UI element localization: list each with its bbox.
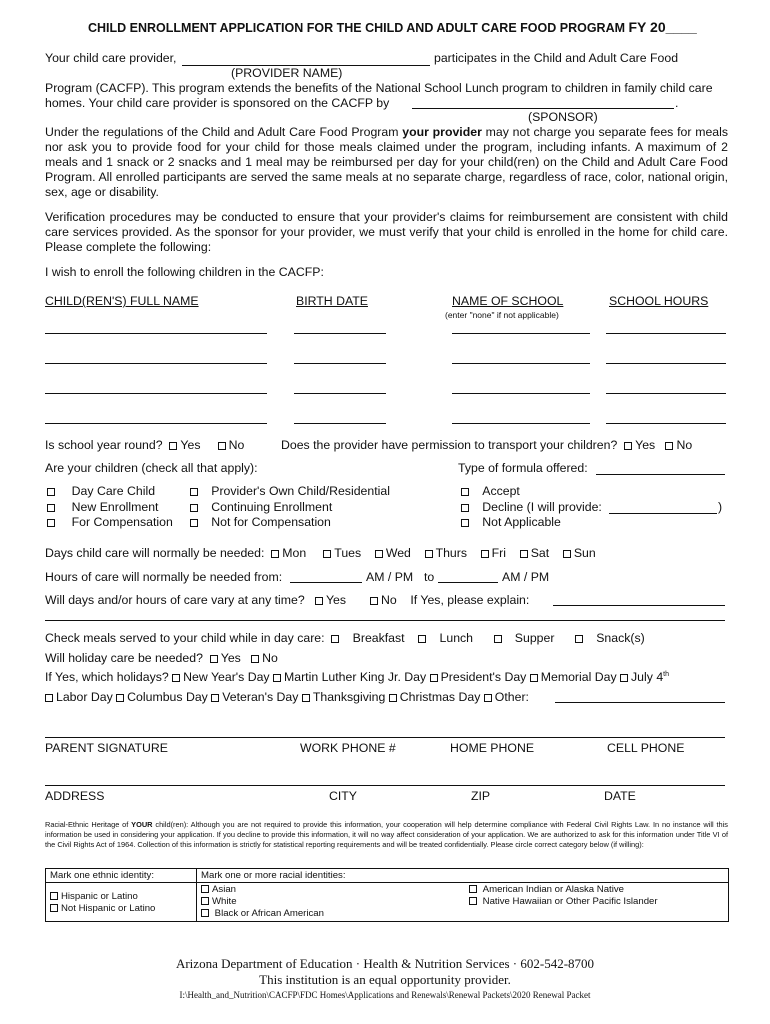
birth-date-field[interactable] xyxy=(294,363,386,364)
checkbox-option xyxy=(190,515,390,531)
continuing-enrollment-checkbox[interactable] xyxy=(190,504,198,512)
formula-decline-checkbox[interactable] xyxy=(461,504,469,512)
child-name-field[interactable] xyxy=(45,363,267,364)
option-label: Not Applicable xyxy=(482,515,561,529)
checkbox-option xyxy=(47,484,173,500)
holiday-which-label: If Yes, which holidays? xyxy=(45,670,169,684)
provider-caption: (PROVIDER NAME) xyxy=(231,66,343,80)
hours-ampm-2: AM / PM xyxy=(502,570,550,584)
label-home-phone: HOME PHONE xyxy=(450,741,535,755)
transport-no-checkbox[interactable] xyxy=(665,442,673,450)
asian-checkbox[interactable] xyxy=(201,885,209,893)
day-label: Thurs xyxy=(435,546,467,560)
vary-row xyxy=(45,593,529,607)
explain-label: If Yes, please explain: xyxy=(410,593,530,607)
school-name-field[interactable] xyxy=(452,363,590,364)
child-name-field[interactable] xyxy=(45,393,267,394)
meal-lunch-checkbox[interactable] xyxy=(418,635,426,643)
white-checkbox[interactable] xyxy=(201,897,209,905)
option-label: Provider's Own Child/Residential xyxy=(211,484,390,498)
label-city: CITY xyxy=(329,789,358,803)
holiday-label: Other: xyxy=(494,690,529,704)
holiday-thanksgiving-checkbox[interactable] xyxy=(302,694,310,702)
holiday-veterans-checkbox[interactable] xyxy=(211,694,219,702)
children-type-col2 xyxy=(190,484,390,531)
transport-question: Does the provider have permission to transport your children? xyxy=(281,438,618,452)
signature-line[interactable] xyxy=(45,737,725,738)
day-fri-checkbox[interactable] xyxy=(481,550,489,558)
day-mon-checkbox[interactable] xyxy=(271,550,279,558)
vary-yes-checkbox[interactable] xyxy=(315,597,323,605)
for-compensation-checkbox[interactable] xyxy=(47,519,55,527)
meals-label: Check meals served to your child while in day care: xyxy=(45,631,325,645)
hispanic-checkbox[interactable] xyxy=(50,892,58,900)
holiday-other-checkbox[interactable] xyxy=(484,694,492,702)
regulations-text-c: may not charge you separate fees for meals nor ask you to provide food for your child for those meals claimed under the program, including infants. A maximum of 2 meals and 1 snack or 2 snacks and 1 meal may be reimbursed per day for your child(ren) on the Child and Adult Care Food Program. All enrolled participants are served the same meals at no separate charge, regardless of race, color, national origin, sex, age or disability. xyxy=(45,125,729,199)
option-label: Asian xyxy=(212,884,236,895)
holiday-label: Martin Luther King Jr. Day xyxy=(284,670,427,684)
option-label: Not Hispanic or Latino xyxy=(61,903,156,914)
ethnicity-table xyxy=(45,868,729,922)
vary-label: Will days and/or hours of care vary at any time? xyxy=(45,593,305,607)
school-hours-field[interactable] xyxy=(606,423,726,424)
holiday-label: Columbus Day xyxy=(127,690,208,704)
day-label: Tues xyxy=(334,546,362,560)
header-birth-date: BIRTH DATE xyxy=(296,294,368,308)
hours-to-label: to xyxy=(424,570,435,584)
vary-explain-field[interactable] xyxy=(553,605,725,606)
footer-agency: Arizona Department of Education · Health & Nutrition Services · 602-542-8700 xyxy=(175,956,595,971)
option-label: Black or African American xyxy=(214,908,324,919)
checkbox-option xyxy=(190,500,390,516)
meal-label: Snack(s) xyxy=(596,631,645,645)
child-name-field[interactable] xyxy=(45,333,267,334)
regulations-paragraph xyxy=(45,125,728,200)
option-label: For Compensation xyxy=(71,515,173,529)
meal-snack-checkbox[interactable] xyxy=(575,635,583,643)
close-paren: ) xyxy=(718,500,723,514)
intro-line-2: Program (CACFP). This program extends the benefits of the National School Lunch program to children in family child care xyxy=(45,81,713,95)
vary-no-checkbox[interactable] xyxy=(370,597,378,605)
form-title-text: CHILD ENROLLMENT APPLICATION FOR THE CHILD AND ADULT CARE FOOD PROGRAM xyxy=(88,21,626,35)
black-checkbox[interactable] xyxy=(201,909,209,917)
option-label: Continuing Enrollment xyxy=(211,499,333,514)
school-hours-field[interactable] xyxy=(606,333,726,334)
american-indian-checkbox[interactable] xyxy=(469,885,477,893)
label-parent-signature: PARENT SIGNATURE xyxy=(45,741,168,755)
not-hispanic-checkbox[interactable] xyxy=(50,904,58,912)
regulations-text-a: Under the regulations of the Child and Adult Care Food Program xyxy=(45,125,403,139)
yes-label: Yes xyxy=(325,593,347,607)
day-sat-checkbox[interactable] xyxy=(520,550,528,558)
holiday-presidents-checkbox[interactable] xyxy=(430,674,438,682)
racial-options-right xyxy=(465,883,729,922)
day-label: Sun xyxy=(573,546,596,560)
sponsor-caption: (SPONSOR) xyxy=(528,110,598,124)
day-thurs-checkbox[interactable] xyxy=(425,550,433,558)
holiday-yes-checkbox[interactable] xyxy=(210,655,218,663)
holiday-row-1 xyxy=(45,670,669,684)
school-name-field[interactable] xyxy=(452,333,590,334)
birth-date-field[interactable] xyxy=(294,423,386,424)
holiday-label: Thanksgiving xyxy=(312,690,386,704)
holiday-labor-checkbox[interactable] xyxy=(45,694,53,702)
fiscal-year: FY 20____ xyxy=(628,19,697,35)
holiday-christmas-checkbox[interactable] xyxy=(389,694,397,702)
holiday-memorial-checkbox[interactable] xyxy=(530,674,538,682)
holiday-columbus-checkbox[interactable] xyxy=(116,694,124,702)
providers-own-checkbox[interactable] xyxy=(190,488,198,496)
verification-paragraph: Verification procedures may be conducted to ensure that your provider's claims for reimbursement are consistent with child care services provided. As the sponsor for your provider, we must verify that your child is enrolled in the home for child care. Please complete the following: xyxy=(45,210,728,254)
holiday-label: Memorial Day xyxy=(540,670,617,684)
birth-date-field[interactable] xyxy=(294,333,386,334)
holiday-july4-checkbox[interactable] xyxy=(620,674,628,682)
school-note: (enter "none" if not applicable) xyxy=(445,310,559,320)
footer-file-path: I:\Health_and_Nutrition\CACFP\FDC Homes\Applications and Renewals\Renewal Packets\2020 Renewal Packet xyxy=(179,990,591,1000)
formula-na-checkbox[interactable] xyxy=(461,519,469,527)
no-label: No xyxy=(380,593,397,607)
meal-breakfast-checkbox[interactable] xyxy=(331,635,339,643)
superscript-th: th xyxy=(663,670,669,678)
option-label: Not for Compensation xyxy=(211,515,331,529)
option-label: Accept xyxy=(482,484,520,498)
period: . xyxy=(675,96,679,110)
holiday-label: New Year's Day xyxy=(183,670,270,684)
label-date: DATE xyxy=(604,789,636,803)
meal-supper-checkbox[interactable] xyxy=(494,635,502,643)
yes-label: Yes xyxy=(220,651,241,665)
formula-options xyxy=(461,484,602,531)
day-tues-checkbox[interactable] xyxy=(323,550,331,558)
school-year-no-checkbox[interactable] xyxy=(218,442,226,450)
label-cell-phone: CELL PHONE xyxy=(607,741,685,755)
footer-equal-opportunity: This institution is an equal opportunity provider. xyxy=(259,972,511,987)
school-year-yes-checkbox[interactable] xyxy=(169,442,177,450)
ethnic-options xyxy=(46,883,197,922)
child-name-field[interactable] xyxy=(45,423,267,424)
checkbox-option xyxy=(47,500,173,516)
no-label: No xyxy=(228,438,245,452)
address-line[interactable] xyxy=(45,785,725,786)
meal-label: Lunch xyxy=(439,631,474,645)
new-enrollment-checkbox[interactable] xyxy=(47,504,55,512)
day-label: Wed xyxy=(385,546,411,560)
days-row xyxy=(45,546,596,560)
heritage-text-c: child(ren): Although you are not required to provide this information, your cooperation will help determine compliance with Federal Civil Rights Law. In no instance will this information be used in considering your application. If you decline to provide this information, it will no way affect consideration of your application. We are authorized to ask for this information under Title VI of the Civil Rights Act of 1964. Collection of this information is strictly for statistical reporting requirements and will be treated confidentially. Please circle correct category below (if willing): xyxy=(45,820,728,849)
intro-text: Your child care provider, xyxy=(45,51,177,65)
holiday-newyear-checkbox[interactable] xyxy=(172,674,180,682)
holiday-other-field[interactable] xyxy=(555,702,725,703)
intro-line-3: homes. Your child care provider is sponsored on the CACFP by xyxy=(45,96,390,110)
label-work-phone: WORK PHONE # xyxy=(300,741,396,755)
option-label: Hispanic or Latino xyxy=(61,891,138,902)
header-school-hours: SCHOOL HOURS xyxy=(609,294,709,308)
holiday-label: Veteran's Day xyxy=(222,690,299,704)
school-hours-field[interactable] xyxy=(606,363,726,364)
option-label: American Indian or Alaska Native xyxy=(482,884,624,895)
formula-question: Type of formula offered: xyxy=(458,461,588,475)
no-label: No xyxy=(676,438,693,452)
formula-decline-field[interactable] xyxy=(609,513,717,514)
holiday-mlk-checkbox[interactable] xyxy=(273,674,281,682)
option-label: White xyxy=(212,896,237,907)
meal-label: Breakfast xyxy=(352,631,405,645)
checkbox-option xyxy=(47,515,173,531)
formula-type-field[interactable] xyxy=(596,474,725,475)
meal-label: Supper xyxy=(514,631,555,645)
checkbox-option xyxy=(461,500,602,516)
hours-ampm-1: AM / PM xyxy=(366,570,414,584)
children-type-col1 xyxy=(47,484,173,531)
vary-explain-field-2[interactable] xyxy=(45,620,725,621)
transport-row xyxy=(281,438,692,452)
checkbox-option xyxy=(461,484,602,500)
option-label: Native Hawaiian or Other Pacific Islander xyxy=(482,896,658,907)
intro-line-1 xyxy=(45,51,176,65)
school-year-row xyxy=(45,438,244,452)
meals-row xyxy=(45,631,645,645)
hours-label: Hours of care will normally be needed from: xyxy=(45,570,283,584)
day-wed-checkbox[interactable] xyxy=(375,550,383,558)
day-sun-checkbox[interactable] xyxy=(563,550,571,558)
form-title xyxy=(88,19,697,35)
day-label: Fri xyxy=(491,546,507,560)
day-label: Sat xyxy=(530,546,550,560)
school-name-field[interactable] xyxy=(452,423,590,424)
ethnic-header: Mark one ethnic identity: xyxy=(46,869,197,883)
not-for-compensation-checkbox[interactable] xyxy=(190,519,198,527)
option-label: New Enrollment xyxy=(71,499,159,514)
heritage-text-a: Racial-Ethnic Heritage of xyxy=(45,820,132,829)
label-zip: ZIP xyxy=(471,789,491,803)
holiday-label: President's Day xyxy=(440,670,527,684)
yes-label: Yes xyxy=(635,438,656,452)
yes-label: Yes xyxy=(180,438,201,452)
checkbox-option xyxy=(190,484,390,500)
label-address: ADDRESS xyxy=(45,789,105,803)
school-hours-field[interactable] xyxy=(606,393,726,394)
header-school-name: NAME OF SCHOOL xyxy=(452,294,564,308)
heritage-paragraph xyxy=(45,820,728,850)
holiday-row-2 xyxy=(45,690,529,704)
heritage-text-bold: YOUR xyxy=(131,820,153,829)
holiday-no-checkbox[interactable] xyxy=(251,655,259,663)
holiday-question-row xyxy=(45,651,278,665)
enroll-statement: I wish to enroll the following children in the CACFP: xyxy=(45,265,324,279)
hours-from-field[interactable] xyxy=(290,582,362,583)
native-hawaiian-checkbox[interactable] xyxy=(469,897,477,905)
children-type-question: Are your children (check all that apply): xyxy=(45,461,258,475)
racial-options-left xyxy=(197,883,466,922)
days-label: Days child care will normally be needed: xyxy=(45,546,265,560)
racial-header: Mark one or more racial identities: xyxy=(197,869,729,883)
option-label: Day Care Child xyxy=(71,484,156,498)
school-name-field[interactable] xyxy=(452,393,590,394)
intro-line-1b: participates in the Child and Adult Care Food xyxy=(434,51,679,65)
no-label: No xyxy=(262,651,278,665)
holiday-question: Will holiday care be needed? xyxy=(45,651,203,665)
regulations-text-bold: your provider xyxy=(402,125,482,139)
checkbox-option xyxy=(461,515,602,531)
option-label: Decline (I will provide: xyxy=(482,499,602,514)
holiday-label: July 4 xyxy=(631,670,664,684)
school-year-question: Is school year round? xyxy=(45,438,163,452)
day-care-checkbox[interactable] xyxy=(47,488,55,496)
formula-accept-checkbox[interactable] xyxy=(461,488,469,496)
hours-to-field[interactable] xyxy=(438,582,498,583)
sponsor-field[interactable] xyxy=(412,108,674,109)
transport-yes-checkbox[interactable] xyxy=(624,442,632,450)
birth-date-field[interactable] xyxy=(294,393,386,394)
holiday-label: Labor Day xyxy=(56,690,113,704)
holiday-label: Christmas Day xyxy=(399,690,481,704)
header-child-name: CHILD(REN'S) FULL NAME xyxy=(45,294,199,308)
day-label: Mon xyxy=(282,546,307,560)
